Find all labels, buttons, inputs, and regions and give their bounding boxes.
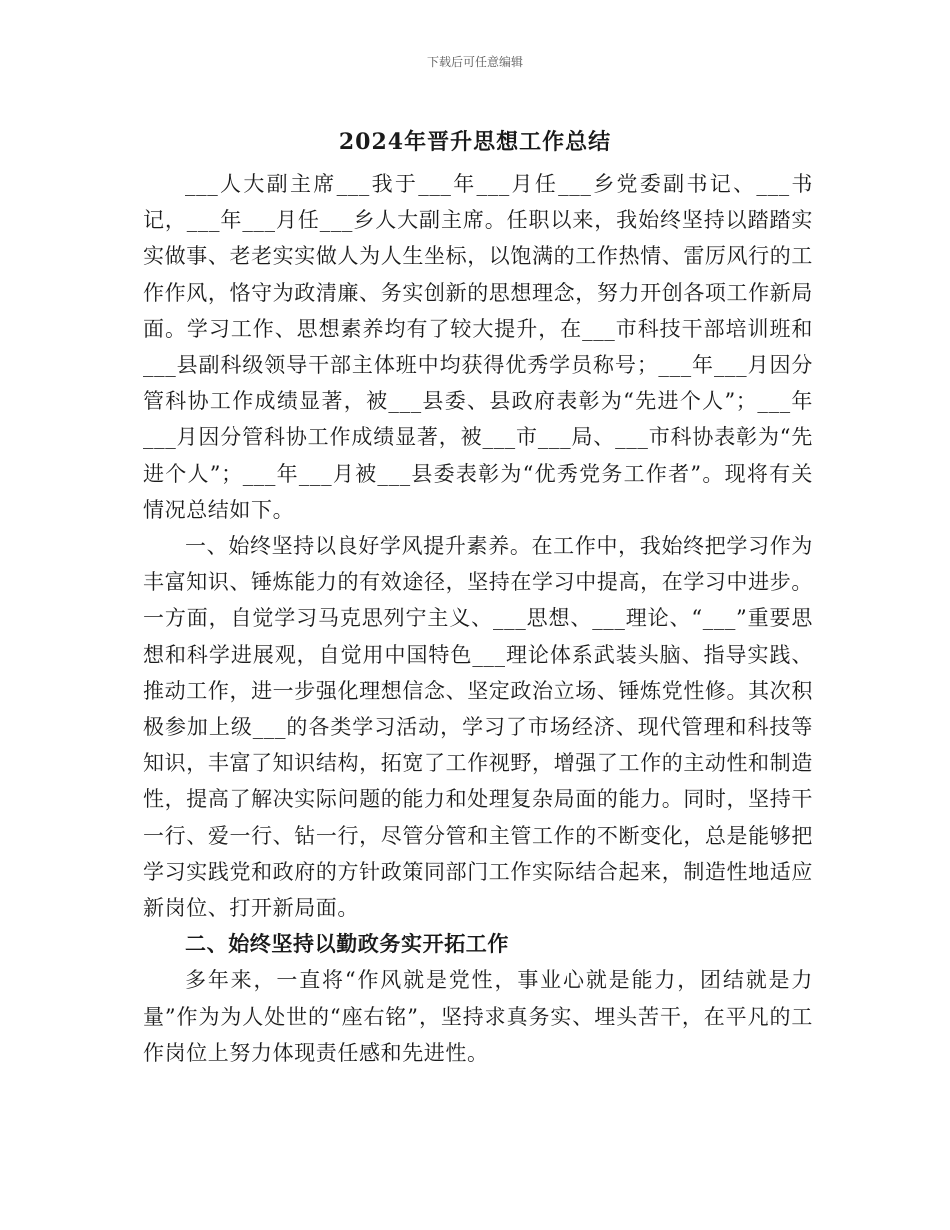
section-two-heading: 二、始终坚持以勤政务实开拓工作: [185, 931, 509, 957]
page-header-note: 下载后可任意编辑: [426, 55, 523, 69]
section-two-paragraph: 多年来，一直将“作风就是党性，事业心就是能力，团结就是力量”作为为人处世的“座右铭”，坚持求真务实、埋头苦干，在平凡的工作岗位上努力体现责任感和先进性。: [143, 968, 813, 1065]
intro-paragraph: ___人大副主席___我于___年___月任___乡党委副书记、___书记，___年___月任___乡人大副主席。任职以来，我始终坚持以踏踏实实做事、老老实实做人为人生坐标，以饱满的工作热情、雷厉风行的工作作风，恪守为政清廉、务实创新的思想理念，努力开创各项工作新局面。学习工作、思想素养均有了较大提升，在___市科技干部培训班和___县副科级领导干部主体班中均获得优秀学员称号；___年___月因分管科协工作成绩显著，被___县委、县政府表彰为“先进个人”；___年___月因分管科协工作成绩显著，被___市___局、___市科协表彰为“先进个人”；___年___月被___县委表彰为“优秀党务工作者”。现将有关情况总结如下。: [143, 172, 813, 522]
document-title: 2024年晋升思想工作总结: [338, 129, 612, 155]
document-body: [143, 166, 813, 1071]
section-one-paragraph: 一、始终坚持以良好学风提升素养。在工作中，我始终把学习作为丰富知识、锤炼能力的有效途径，坚持在学习中提高，在学习中进步。一方面，自觉学习马克思列宁主义、___思想、___理论、“___”重要思想和科学进展观，自觉用中国特色___理论体系武装头脑、指导实践、推动工作，进一步强化理想信念、坚定政治立场、锤炼党性修。其次积极参加上级___的各类学习活动，学习了市场经济、现代管理和科技等知识，丰富了知识结构，拓宽了工作视野，增强了工作的主动性和制造性，提高了解决实际问题的能力和处理复杂局面的能力。同时，坚持干一行、爱一行、钻一行，尽管分管和主管工作的不断变化，总是能够把学习实践党和政府的方针政策同部门工作实际结合起来，制造性地适应新岗位、打开新局面。: [143, 534, 813, 921]
